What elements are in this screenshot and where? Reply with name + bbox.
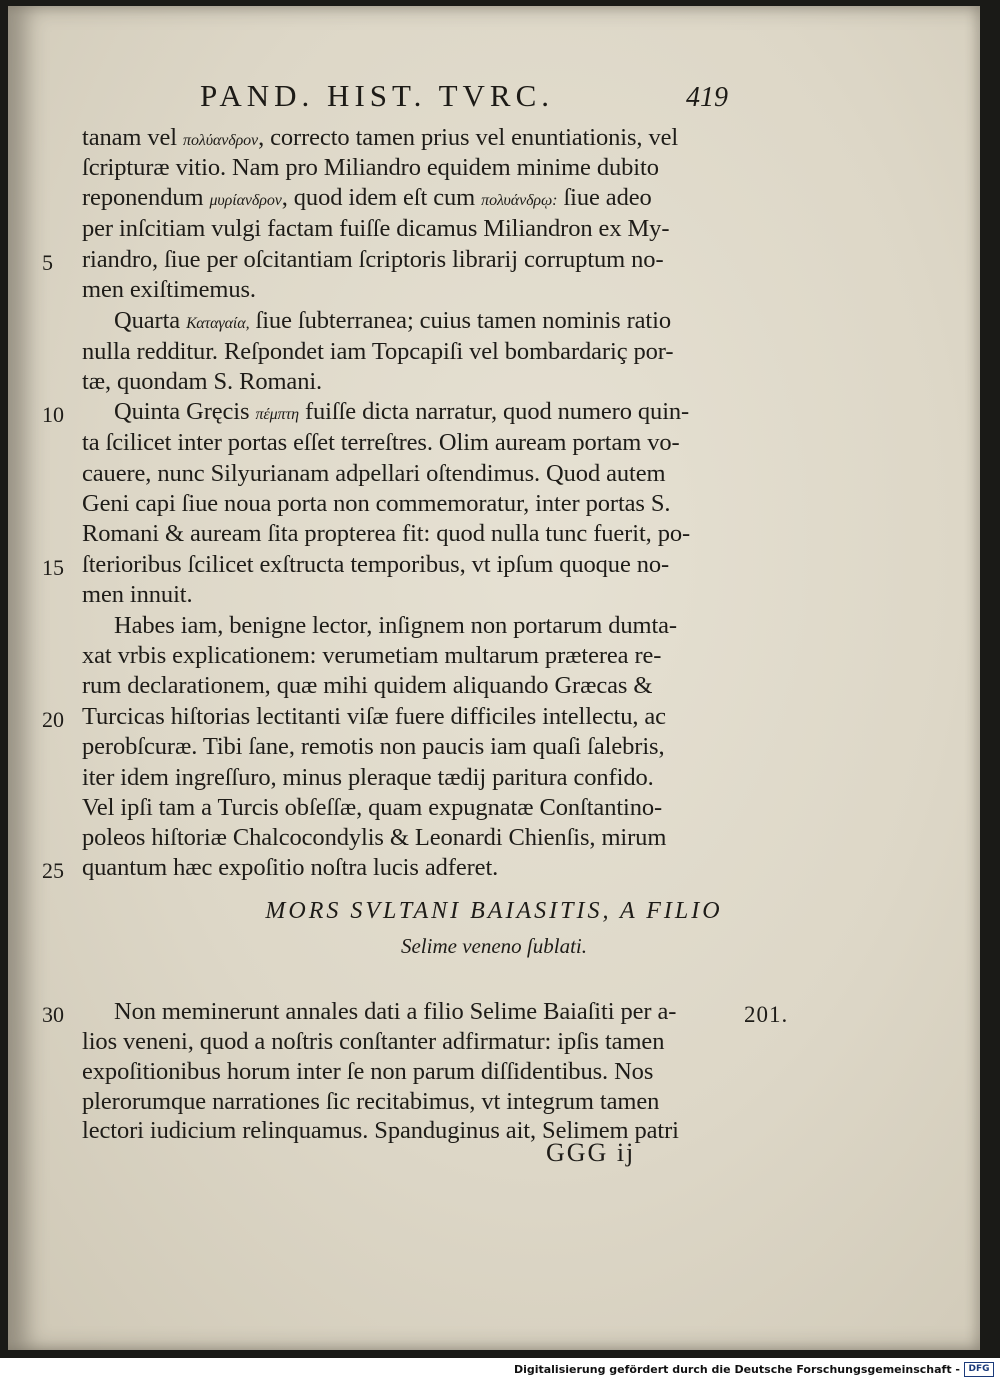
text-line-18: xat vrbis explicationem: verumetiam multarum præterea re- (82, 642, 662, 669)
section-subheading: Selime veneno ſublati. (400, 934, 588, 958)
section-line-2: lios veneni, quod a noſtris conſtanter adfirmatur: ipſis tamen (82, 1028, 665, 1055)
text-line-13: Geni capi ſiue noua porta non commemoratur, inter portas S. (82, 490, 671, 517)
running-title: PAND. HIST. TVRC. (200, 78, 555, 113)
text-line-4: per inſcitiam vulgi factam fuiſſe dicamus Miliandron ex My- (82, 215, 670, 242)
line-number-15: 15 (42, 555, 64, 580)
text-line-16: men innuit. (82, 581, 193, 608)
text-line-12: cauere, nunc Silyurianam adpellari oſtendimus. Quod autem (82, 460, 666, 487)
text-line-5: riandro, ſiue per oſcitantiam ſcriptoris librarij corruptum no- (82, 246, 664, 273)
greek-word: Καταγαία, (186, 315, 250, 332)
line-number-30: 30 (42, 1002, 64, 1027)
text-line-8: nulla redditur. Reſpondet iam Topcapiſi vel bombardariç por- (82, 338, 674, 365)
text-line-20: Turcicas hiſtorias lectitanti viſæ fuere difficiles intellectu, ac (82, 703, 666, 730)
greek-word: πολυάνδρῳ: (481, 192, 558, 209)
text-line-7: Quarta Καταγαία, ſiue ſubterranea; cuius tamen nominis ratio (114, 307, 671, 334)
text-line-2: ſcripturæ vitio. Nam pro Miliandro equidem minime dubito (82, 154, 659, 181)
text-line-23: Vel ipſi tam a Turcis obſeſſæ, quam expugnatæ Conſtantino- (82, 794, 663, 821)
dfg-logo[interactable]: DFG (964, 1362, 994, 1377)
book-page (8, 6, 980, 1350)
text-line-10: Quinta Gręcis πέμπτη fuiſſe dicta narratur, quod numero quin- (114, 398, 690, 425)
text-line-15: ſterioribus ſcilicet exſtructa temporibus, vt ipſum quoque no- (82, 551, 670, 578)
margin-note: 201. (744, 1002, 789, 1027)
text-line-22: iter idem ingreſſuro, minus pleraque tædij paritura confido. (82, 764, 654, 791)
text-line-19: rum declarationem, quæ mihi quidem aliquando Græcas & (82, 672, 653, 699)
text-line-3: reponendum μυρίανδρον, quod idem eſt cum πολυάνδρῳ: ſiue adeo (82, 184, 652, 211)
page-number: 419 (686, 82, 728, 113)
section-line-5: lectori iudicium relinquamus. Spanduginus ait, Selimem patri (82, 1117, 679, 1144)
text-line-9: tæ, quondam S. Romani. (82, 368, 323, 395)
line-number-20: 20 (42, 707, 64, 732)
text-line-14: Romani & auream ſita propterea fit: quod nulla tunc fuerit, po- (82, 520, 691, 547)
text-line-6: men exiſtimemus. (82, 276, 256, 303)
catchword: GGG ij (546, 1138, 636, 1167)
text-line-11: ta ſcilicet inter portas eſſet terreſtres. Olim auream portam vo- (82, 429, 680, 456)
section-line-1: Non meminerunt annales dati a filio Selime Baiaſiti per a- (114, 998, 677, 1025)
text-line-17: Habes iam, benigne lector, inſignem non portarum dumta- (114, 612, 677, 639)
line-number-5: 5 (42, 250, 53, 275)
text-line-21: perobſcuræ. Tibi ſane, remotis non paucis iam quaſi ſalebris, (82, 733, 665, 760)
greek-word: πέμπτη (255, 406, 299, 423)
text-line-25: quantum hæc expoſitio noſtra lucis adferet. (82, 854, 499, 881)
text-line-1: tanam vel πολύανδρον, correcto tamen prius vel enuntiationis, vel (82, 124, 679, 151)
footer-bar (0, 1358, 1000, 1383)
section-line-4: plerorumque narrationes ſic recitabimus, vt integrum tamen (82, 1088, 660, 1115)
line-number-10: 10 (42, 402, 64, 427)
section-heading: MORS SVLTANI BAIASITIS, A FILIO (265, 898, 723, 924)
text-line-24: poleos hiſtoriæ Chalcocondylis & Leonardi Chienſis, mirum (82, 824, 667, 851)
greek-word: πολύανδρον (183, 132, 259, 149)
line-number-25: 25 (42, 858, 64, 883)
section-line-3: expoſitionibus horum inter ſe non parum diſſidentibus. Nos (82, 1058, 654, 1085)
page-header (8, 78, 980, 124)
greek-word: μυρίανδρον (209, 192, 282, 209)
funding-text: Digitalisierung gefördert durch die Deutsche Forschungsgemeinschaft - (513, 1363, 960, 1376)
